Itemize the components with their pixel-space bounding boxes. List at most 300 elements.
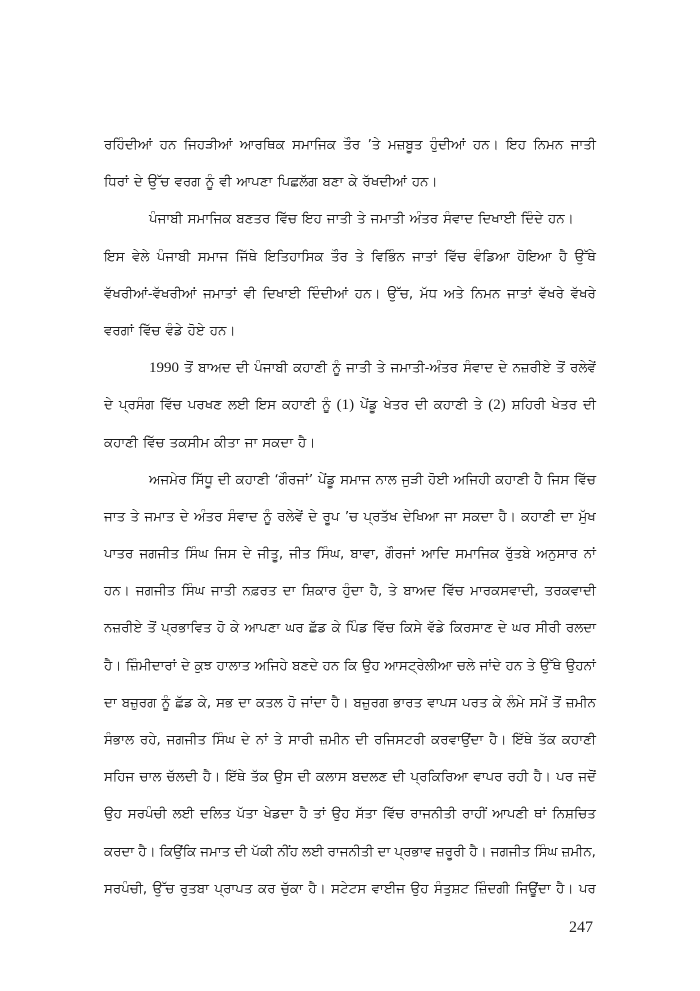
word: ਹੋਇਆ	[517, 249, 552, 265]
word: ਭਾਰਤ	[393, 695, 423, 711]
word: ਉਸ	[273, 770, 293, 786]
text-line	[104, 610, 596, 647]
word: ਜਾਤ	[104, 509, 126, 525]
word: ਤੇ	[388, 584, 398, 600]
text-line	[104, 425, 596, 462]
word: ਕਹਾਣੀ	[433, 398, 468, 414]
word: ਜੀਤੂ,	[257, 547, 284, 563]
word: ਸੰਵਾਦ	[463, 361, 494, 377]
word: ਜਗਜੀਤ	[139, 547, 179, 563]
text-line	[104, 722, 596, 759]
paragraph	[104, 127, 596, 201]
word: ਚਾਲ	[139, 770, 162, 786]
word: ਰਹੀ	[507, 770, 529, 786]
word: ਹੋ	[216, 621, 225, 637]
word: ਚੁੱਕਾ	[280, 881, 303, 897]
word: ਕੇ	[348, 175, 358, 191]
word: ਕਹਾਣੀ	[293, 361, 328, 377]
word: ਨਜ਼ਰੀਏ	[512, 361, 551, 377]
word: ਪ੍ਰਭਾਵਿਤ	[161, 621, 212, 637]
word: (1)	[336, 397, 355, 414]
word: ਵੱਡੇ	[427, 621, 445, 637]
word: ਦਾ	[560, 509, 574, 525]
word: ਜ਼ਮੀਨ	[565, 695, 596, 711]
word: ਹੁੰਦਾ	[342, 584, 364, 600]
word: ਸਮਾਜਿਕ	[455, 547, 500, 563]
word: ਦੀ	[236, 361, 249, 377]
word: ਮੁੱਖ	[578, 509, 596, 525]
word: ਨਫ਼ਰਤ	[242, 584, 277, 600]
word: ਸਹਿਜ	[104, 770, 135, 786]
word: ਸਟੇਟਸ	[331, 881, 367, 897]
word: ਜਮਾਤੀ-ਅੰਤਰ	[390, 361, 458, 377]
word: ਹਨ।	[548, 212, 574, 228]
word: ਕੁਝ	[194, 658, 213, 674]
word: ਗੌਰਜਾਂ	[385, 547, 416, 563]
word: ਵੱਖਰੇ	[570, 286, 596, 302]
word: ਸੰਵਾਦ	[443, 212, 474, 228]
word: ਹਨ।	[411, 175, 438, 191]
word: ਦਾ	[104, 695, 117, 711]
word: ਲਈ	[172, 807, 195, 823]
word: ਹਨ।	[354, 286, 381, 302]
word: ਜਾਤਾਂ	[507, 286, 533, 302]
word: ਘਰ	[511, 621, 531, 637]
text-line	[104, 759, 596, 796]
word: ਜ਼ਿੰਦਗੀ	[474, 881, 510, 897]
word: ਸਿੰਘ	[185, 547, 209, 563]
text-line	[104, 648, 596, 685]
word: ਸ਼ਹਿਰੀ	[511, 398, 546, 414]
word: ਸਿੱਧੂ	[191, 472, 213, 488]
word: ਦੇ	[104, 398, 113, 414]
paragraph	[104, 350, 596, 462]
word: ਹਨ	[505, 658, 523, 674]
text-line	[104, 127, 596, 164]
word: ਪਿੰਡ	[345, 621, 368, 637]
word: ਚਲੇ	[456, 658, 476, 674]
word: ਸਿੰਘ	[211, 733, 236, 748]
word: ਰੁਤਬਾ	[179, 881, 209, 897]
word: (2)	[488, 397, 506, 414]
word: ਇਹ	[302, 212, 322, 228]
word: ਵਰਗਾਂ	[104, 323, 134, 339]
word: ਦਾ	[238, 695, 251, 711]
text-line	[104, 573, 596, 610]
text-line	[104, 201, 596, 238]
word: ਵਿੱਚ	[372, 621, 395, 637]
word: ਤੋਂ	[184, 361, 193, 377]
word: ਸ਼ਿਕਾਰ	[301, 584, 337, 600]
word: ਇਹ	[506, 138, 526, 153]
word: ਅਨੁਸਾਰ	[536, 547, 578, 563]
word: ਜਗਜੀਤ	[135, 584, 176, 600]
word: ਜਾ	[244, 435, 258, 451]
word: ਹਨ	[322, 658, 340, 674]
word: ਦੇ	[242, 547, 252, 563]
text-line	[104, 313, 596, 350]
word: ਜਮਾਤ	[200, 844, 231, 860]
word: ਸੀਰੀ	[535, 621, 561, 637]
word: ਜ਼ਮੀਨ	[319, 733, 350, 748]
word: ਦੇ	[241, 733, 250, 748]
word: ਹੈ	[299, 807, 308, 823]
word: ਜਦੋਂ	[578, 770, 596, 786]
word: ਵਿੱਚ	[142, 435, 165, 451]
word: ਰੁੱਤਬੇ	[505, 547, 531, 563]
word: ਮਜ਼ਬੂਤ	[387, 138, 423, 153]
word: ਜਾ	[444, 509, 458, 525]
word: ਪਾਤਰ	[104, 547, 134, 563]
word: ਜਿਹੜੀਆਂ	[183, 138, 233, 153]
word: ਆਦਿ	[421, 547, 450, 563]
word: ਵਾਪਸ	[427, 695, 457, 711]
word: ਦੀ	[414, 398, 428, 414]
word: ਤਕਸੀਮ	[169, 435, 210, 451]
word: ਕੇ,	[197, 695, 212, 711]
word: ਤੇ	[357, 212, 366, 228]
word: ਦੀ	[217, 472, 231, 488]
word: ਕੀਤਾ	[214, 435, 240, 451]
word: ਇਤਿਹਾਸਿਕ	[264, 249, 324, 265]
word: ਖੇਡਦਾ	[263, 807, 294, 823]
word: ਦਿਖਾਈ	[478, 212, 516, 228]
word: ਹੋਏ	[187, 323, 205, 339]
word: ਉਹ	[104, 807, 122, 823]
word: ਦੇ	[308, 509, 318, 525]
word: ਹੈ।	[489, 733, 507, 748]
word: ਰਾਜਨੀਤੀ	[327, 844, 374, 860]
word: ’ਚ	[344, 509, 359, 525]
word: ਥਾਂ	[534, 807, 547, 823]
word: ਨੀਂਹ	[277, 844, 298, 860]
word: ਰਹਿੰਦੀਆਂ	[104, 138, 153, 153]
word: ਰਲੇਵੇਂ	[277, 509, 303, 525]
word: ਜਾਤੀ	[211, 584, 237, 600]
word: ਉੱਥੇ	[539, 658, 562, 674]
word: ਸਕਦਾ	[462, 509, 494, 525]
word: ਪ੍ਰਸੰਗ	[118, 398, 155, 414]
word: ਨਾਂ	[583, 547, 596, 563]
word: ਰੂਪ	[322, 509, 340, 525]
word: ਕਿਸੇ	[399, 621, 423, 637]
word: ਸੰਤੁਸ਼ਟ	[433, 881, 469, 897]
word: ਪਰ	[578, 881, 596, 897]
word: ਉਹ	[410, 881, 429, 897]
word: ਸਮਾਜਿਕ	[187, 212, 232, 228]
word: ਜਿਊਂਦਾ	[515, 881, 551, 897]
word: ਵਿੱਚ	[574, 472, 596, 488]
word: ਪ੍ਰਤੱਖ	[363, 509, 398, 525]
word: ਪੰਜਾਬੀ	[254, 361, 288, 377]
text-line	[104, 164, 596, 201]
word: ਦੀ	[582, 398, 596, 414]
word: ਹੈ।	[308, 881, 326, 897]
word: ਵਿੱਚ	[442, 584, 464, 600]
paragraph	[104, 462, 596, 908]
word: ਜਗਜੀਤ	[166, 733, 207, 748]
word: ਸਿੰਘ	[181, 584, 205, 600]
word: ਦਲਿਤ	[199, 807, 231, 823]
word: ਤੱਕ	[250, 770, 269, 786]
word: ਸਾਰੀ	[288, 733, 314, 748]
word: ਕਹਾਣੀ	[282, 398, 316, 414]
word: ਨੂੰ	[263, 509, 272, 525]
word: ਨਾਲ	[375, 472, 397, 488]
word: ਜਮਾਤੀ	[370, 212, 405, 228]
word: ਹੋਈ	[428, 472, 449, 488]
word: ਹੈ।	[104, 658, 122, 674]
word: ਉੱਚ	[152, 881, 175, 897]
word: ਵੰਡਿਆ	[473, 249, 510, 265]
word: ਉੱਚ	[147, 175, 170, 191]
word: ਨਿਸ਼ਚਿਤ	[552, 807, 596, 823]
word: ਜਾਤੀ	[326, 212, 353, 228]
word: ਤੇ	[273, 733, 283, 748]
text-line	[104, 834, 596, 871]
word: ਤਰਕਵਾਦੀ	[544, 584, 596, 600]
word: ਛੱਡ	[308, 621, 327, 637]
word: ਰਲਦਾ	[565, 621, 596, 637]
word: ਕਹਾਣੀ	[561, 733, 596, 748]
text-line	[104, 685, 596, 722]
word: ਸੰਵਾਦ	[227, 509, 258, 525]
word: ਬਾਅਦ	[403, 584, 436, 600]
word: ਬਣਾ	[322, 175, 344, 191]
word: ਸਕਦਾ	[262, 435, 294, 451]
word: ਜਾਤਾਂ	[412, 249, 438, 265]
word: ਪਰਖਣ	[187, 398, 222, 414]
word: ਜਾਂਦੇ	[479, 658, 502, 674]
page-number: 247	[569, 919, 593, 936]
word: ਨਜ਼ਰੀਏ	[104, 621, 143, 637]
word: ਕੇ	[230, 621, 240, 637]
word: ਹਾਲਾਤ	[216, 658, 251, 674]
word: ਜਿਸ	[547, 472, 570, 488]
word: ਪੱਤਾ	[236, 807, 258, 823]
word: ਹਨ	[159, 138, 177, 153]
word: ਜੀਤ	[289, 547, 311, 563]
word: ਦੇ	[133, 175, 143, 191]
word: ਕਹਾਣੀ	[104, 435, 138, 451]
text-line	[104, 387, 596, 424]
word: ਰੱਖਦੀਆਂ	[362, 175, 407, 191]
word: ਆਪਣਾ	[236, 175, 273, 191]
word: ਹੈ।	[533, 770, 551, 786]
word: ਸਮੇਂ	[529, 695, 548, 711]
word: ਸਮਾਜ	[340, 472, 371, 488]
word: ਵਿਭਿੰਨ	[371, 249, 405, 265]
word: ਵੀ	[243, 286, 257, 302]
word: ਹੁੰਦੀਆਂ	[429, 138, 466, 153]
word: ਦੀ	[234, 844, 248, 860]
word: ਜਿੱਥੇ	[235, 249, 258, 265]
word: ਛੱਡ	[175, 695, 193, 711]
word: ਨਿਮਨ	[470, 286, 501, 302]
text-line	[104, 796, 596, 833]
word: ਕਰਵਾਉਂਦਾ	[431, 733, 484, 748]
word: ਜੁੜੀ	[401, 472, 424, 488]
text-line	[104, 536, 596, 573]
word: ਵੰਡੇ	[165, 323, 183, 339]
word: ਉਹ	[331, 807, 350, 823]
word: ਵਾਪਰ	[473, 770, 503, 786]
word: ਹੈ	[559, 249, 568, 265]
word: ਕਲਾਸ	[315, 770, 347, 786]
word: ਬਣਤਰ	[236, 212, 271, 228]
word: ਦੀ	[297, 770, 311, 786]
word: ਕਹਾਣੀ	[495, 472, 530, 488]
word: ਪੇਂਡੂ	[360, 398, 378, 414]
word: ਰਾਜਨੀਤੀ	[410, 807, 457, 823]
word: ਉਹ	[361, 658, 380, 674]
word: ਜਾਂਦਾ	[301, 695, 327, 711]
word: ਕੇ	[492, 695, 502, 711]
word: ਹੈ।	[556, 881, 574, 897]
word: ਜਿਸ	[214, 547, 237, 563]
word: ਵਿੱਚ	[138, 323, 161, 339]
word: ਵਿੱਚ	[275, 212, 298, 228]
word: ਤੇ	[130, 509, 140, 525]
word: ਜਮਾਤ	[144, 509, 175, 525]
word: ਹੈ।	[298, 435, 316, 451]
paragraph	[104, 201, 596, 350]
word: ਤੌਰ	[330, 249, 348, 265]
word: ਪਿਛਲੱਗ	[277, 175, 318, 191]
word: ਵੱਖਰੀਆਂ-ਵੱਖਰੀਆਂ	[104, 286, 197, 302]
word: ਇਸ	[104, 249, 125, 265]
word: ਆਸਟ੍ਰੇਲੀਆ	[384, 658, 453, 674]
word: ਦਿਖਾਈ	[262, 286, 301, 302]
word: ਕਰ	[257, 881, 276, 897]
word: ਕਿਰਸਾਣ	[449, 621, 493, 637]
word: ਘਰ	[285, 621, 304, 637]
word: ਦਿੰਦੇ	[521, 212, 544, 228]
word: ਸਰਪੰਚੀ,	[104, 881, 148, 897]
word: ਖੇਤਰ	[383, 398, 409, 414]
word: ਦੀ	[392, 770, 406, 786]
word: ਲਈ	[302, 844, 324, 860]
word: ਉੱਥੇ	[574, 249, 596, 265]
word: ਜ਼ਮੀਨ,	[561, 844, 596, 860]
word: ਬਦਲਣ	[352, 770, 388, 786]
text-line	[104, 276, 596, 313]
word: ’ਤੇ	[367, 138, 381, 153]
word: ਹਨ।	[209, 323, 236, 339]
word: ਤੱਕ	[538, 733, 557, 748]
word: ਤੇ	[376, 361, 386, 377]
word: ਨੂੰ	[332, 361, 342, 377]
word: ਬਾਵਾ,	[350, 547, 380, 563]
word: ਤੌਰ	[343, 138, 361, 153]
word: ਬਜ਼ੁਰਗ	[353, 695, 389, 711]
word: ਮਾਰਕਸਵਾਦੀ,	[470, 584, 539, 600]
word: ਉਹਨਾਂ	[565, 658, 596, 674]
word: ਦਾ	[377, 844, 391, 860]
word: ਹੈ।	[202, 770, 221, 786]
word: ਵੀ	[219, 175, 232, 191]
word: ਦਿੰਦੀਆਂ	[307, 286, 349, 302]
word: ਅਜਮੇਰ	[149, 472, 187, 488]
word: ਰਜਿਸਟਰੀ	[374, 733, 426, 748]
text-line	[104, 871, 596, 908]
word: ਪੇਂਡੂ	[318, 472, 336, 488]
word: ਇੱਥੇ	[512, 733, 533, 748]
word: ਜਮਾਤਾਂ	[203, 286, 237, 302]
word: ਸਿੰਘ,	[316, 547, 345, 563]
word: ਲਈ	[227, 398, 250, 414]
word: ਨੂੰ	[321, 398, 331, 414]
word: ਹੈ,	[369, 584, 383, 600]
word: ਆਰਥਿਕ	[239, 138, 285, 153]
word: ਸਮਾਜਿਕ	[292, 138, 336, 153]
word: ਪੰਜਾਬੀ	[149, 212, 183, 228]
word: ਤੋਂ	[556, 361, 565, 377]
word: ਕੇ	[331, 621, 341, 637]
word: ਸਿੰਘ	[534, 844, 558, 860]
word: ਵਰਗ	[174, 175, 201, 191]
word: 1990	[149, 360, 179, 377]
word: ਵਿੱਚ	[160, 398, 182, 414]
word: ਹਨ।	[104, 584, 130, 600]
word: ਖੇਤਰ	[551, 398, 577, 414]
word: ਜਾਤੀ	[570, 138, 596, 153]
word: ਦੇ	[497, 621, 507, 637]
word: ਹੈ।	[138, 844, 156, 860]
word: ਵਾਈਜ	[371, 881, 406, 897]
word: ਦੇ	[179, 509, 189, 525]
word: ਜ਼ਿੰਮੀਦਾਰਾਂ	[125, 658, 177, 674]
word: ਕਤਲ	[255, 695, 283, 711]
word: ਅੰਤਰ	[409, 212, 439, 228]
word: ਦੇ	[498, 361, 508, 377]
word: ਦੀ	[355, 733, 369, 748]
word: ਰਹੇ,	[139, 733, 161, 748]
word: ਸਰਪੰਚੀ	[127, 807, 167, 823]
document-body	[104, 127, 596, 908]
word: ਪਰ	[556, 770, 574, 786]
text-line	[104, 239, 596, 276]
word: ਮੱਧ	[419, 286, 438, 302]
word: ਬਣਦੇ	[292, 658, 319, 674]
word: ਅਜਿਹੇ	[254, 658, 288, 674]
word: ਕਿ	[343, 658, 358, 674]
word: ਨਾਂ	[255, 733, 268, 748]
word: ਵਿੱਚ	[382, 807, 405, 823]
word: ਰਲੇਵੇਂ	[570, 361, 596, 377]
word: ਪ੍ਰਕਿਰਿਆ	[410, 770, 469, 786]
word: ਦਾ	[282, 584, 296, 600]
word: ਦੇਖਿਆ	[402, 509, 440, 525]
word: ਹੋ	[287, 695, 296, 711]
word: ਹੈ।	[498, 509, 516, 525]
word: ਤੇ	[355, 249, 364, 265]
word: ਤੇ	[473, 398, 483, 414]
word: ਹੈ।	[331, 695, 349, 711]
word: ਬਜ਼ੁਰਗ	[121, 695, 157, 711]
word: ਪ੍ਰਭਾਵ	[394, 844, 432, 860]
word: ਆਪਣਾ	[244, 621, 281, 637]
word: ਹੈ।	[469, 844, 487, 860]
word: ਤੇ	[526, 658, 536, 674]
word: ਕਿਉਂਕਿ	[159, 844, 197, 860]
word: ਚੱਲਦੀ	[166, 770, 198, 786]
word: ਨੂੰ	[205, 175, 215, 191]
word: ਸਭ	[216, 695, 234, 711]
word: ਕਹਾਣੀ	[235, 472, 270, 488]
word: ਜਗਜੀਤ	[490, 844, 531, 860]
word: ਨਿਮਨ	[533, 138, 564, 153]
